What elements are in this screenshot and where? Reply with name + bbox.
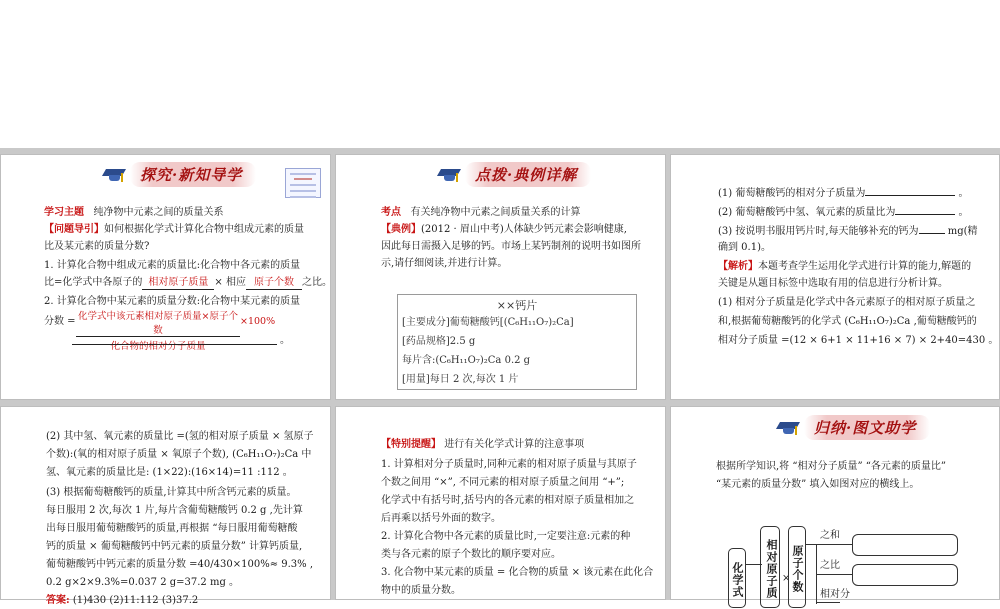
medicine-dosage: [用量]每日 2 次,每次 1 片 xyxy=(402,374,519,385)
solution-line-1: (2) 其中氢、氧元素的质量比 =(氢的相对原子质量 × 氢原子 xyxy=(46,431,314,442)
analysis-line-2: 关键是从题目标签中选取有用的信息进行分析计算。 xyxy=(718,278,948,289)
slide-panel-4[interactable] xyxy=(0,406,331,606)
graduation-cap-icon xyxy=(778,418,800,436)
answer-blank-1 xyxy=(865,184,955,196)
tip-line-8: 物中的质量分数。 xyxy=(381,585,461,596)
section-banner xyxy=(104,161,256,187)
topic-line xyxy=(44,204,224,221)
question-line-2: 比及某元素的质量分数? xyxy=(44,241,150,252)
tip-line-3: 化学式中有括号时,括号内的各元素的相对原子质量相加之 xyxy=(381,495,635,506)
analysis-text: 本题考查学生运用化学式进行计算的能力,解题的 xyxy=(758,261,972,272)
question-3-text: (3) 按说明书服用钙片时,每天能够补充的钙为 xyxy=(718,226,919,237)
answer-box-1[interactable] xyxy=(852,534,958,556)
medicine-label-box xyxy=(397,294,637,390)
tip-header xyxy=(381,436,584,453)
tip-line-5: 2. 计算化合物中各元素的质量比时,一定要注意:元素的种 xyxy=(381,531,631,542)
topic-label: 学习主题 xyxy=(44,207,84,218)
tip-line-4: 后再乘以括号外面的数字。 xyxy=(381,513,501,524)
formula-denominator: 化合物的相对分子质量 xyxy=(110,341,206,352)
answer-blank-2 xyxy=(895,203,955,215)
answer-box-2[interactable] xyxy=(852,564,958,586)
label-sum: 之和 xyxy=(820,530,840,541)
question-2-text: (2) 葡萄糖酸钙中氢、氧元素的质量比为 xyxy=(718,207,896,218)
analysis-line-4: 和,根据葡萄糖酸钙的化学式 (C₆H₁₁O₇)₂Ca ,葡萄糖酸钙的 xyxy=(718,316,977,327)
medicine-spec: [药品规格]2.5 g xyxy=(402,336,476,347)
solution-line-6: 出每日服用葡萄糖酸钙的质量,再根据 “每日服用葡萄糖酸 xyxy=(46,523,298,534)
box-relative-atomic-mass: 相对原子质 xyxy=(760,526,780,608)
example-line-3: 示,请仔细阅读,并进行计算。 xyxy=(381,258,508,269)
question-1-text: (1) 葡萄糖酸钙的相对分子质量为 xyxy=(718,188,866,199)
tip-line-7: 3. 化合物中某元素的质量 = 化合物的质量 × 该元素在此化合 xyxy=(381,567,654,578)
question-1 xyxy=(718,184,969,202)
analysis-line-1 xyxy=(718,258,971,275)
formula-numerator: 化学式中该元素相对原子质量×原子个数 xyxy=(76,308,240,337)
formula-tail: ×100% xyxy=(240,316,276,327)
solution-line-8: 葡萄糖酸钙中钙元素的质量分数 =40/430×100%≈ 9.3% , xyxy=(46,559,314,570)
slide-panel-1[interactable] xyxy=(0,154,331,400)
question-3-unit: mg(精 xyxy=(947,226,978,237)
question-1-end: 。 xyxy=(958,188,969,199)
mass-fraction-formula xyxy=(76,308,240,352)
analysis-line-5: 相对分子质量 =(12 × 6+1 × 11+16 × 7) × 2+40=430 。 xyxy=(718,335,999,346)
key-point-label: 考点 xyxy=(381,207,401,218)
answer-underline xyxy=(72,344,277,345)
item-1-line-a: 1. 计算化合物中组成元素的质量比:化合物中各元素的质量 xyxy=(44,260,301,271)
solution-line-7: 钙的质量 × 葡萄糖酸钙中钙元素的质量分数” 计算钙质量, xyxy=(46,541,303,552)
tip-title: 进行有关化学式计算的注意事项 xyxy=(444,439,585,450)
medicine-ingredient: [主要成分]葡萄糖酸钙[(C₆H₁₁O₇)₂Ca] xyxy=(402,317,574,328)
connector-line xyxy=(816,544,840,545)
slide-panel-3[interactable] xyxy=(670,154,1000,400)
answer-fill-atomic-mass: 相对原子质量 xyxy=(142,276,214,290)
question-line-1 xyxy=(44,221,304,238)
question-2-end: 。 xyxy=(958,207,969,218)
section-banner xyxy=(778,414,930,440)
slide-panel-2[interactable] xyxy=(335,154,666,400)
connector-line xyxy=(806,544,816,545)
note-thumbnail-icon xyxy=(285,168,321,198)
tip-line-1: 1. 计算相对分子质量时,同种元素的相对原子质量与其原子 xyxy=(381,459,637,470)
box-atom-count: 原子个数 xyxy=(788,526,806,608)
example-text: (2012 · 眉山中考)人体缺少钙元素会影响健康, xyxy=(421,224,627,235)
question-2 xyxy=(718,203,969,221)
question-text: 如何根据化学式计算化合物中组成元素的质量 xyxy=(104,224,304,235)
solution-line-4: (3) 根据葡萄糖酸钙的质量,计算其中所含钙元素的质量。 xyxy=(46,487,297,498)
answer-text: (1)430 (2)11:112 (3)37.2 xyxy=(72,595,199,606)
section-banner xyxy=(439,161,591,187)
end-mark: 。 xyxy=(280,335,290,346)
label-ratio: 之比 xyxy=(820,560,840,571)
example-line-2: 因此每日需摄入足够的钙。市场上某钙制剂的说明书如图所 xyxy=(381,241,641,252)
analysis-line-3: (1) 相对分子质量是化学式中各元素原子的相对原子质量之 xyxy=(718,297,976,308)
graduation-cap-icon xyxy=(104,165,126,183)
item-2-prefix: 分数 = xyxy=(44,316,76,327)
item-1-mid: × 相应 xyxy=(214,277,246,288)
item-1-prefix: 比=化学式中各原子的 xyxy=(44,277,143,288)
times-sign: × xyxy=(782,573,791,584)
banner-title: 点拨·典例详解 xyxy=(465,162,591,187)
tip-line-2: 个数之间用 “×”, 不同元素的相对原子质量之间用 “+”; xyxy=(381,477,625,488)
item-1-line-b xyxy=(44,274,332,291)
answer-blank-3 xyxy=(919,222,945,234)
question-label: 【问题导引】 xyxy=(44,224,104,235)
tip-line-6: 类与各元素的原子个数比的顺序要对应。 xyxy=(381,549,561,560)
banner-title: 归纳·图文助学 xyxy=(804,415,930,440)
concept-diagram xyxy=(724,524,994,604)
intro-line-1: 根据所学知识,将 “相对分子质量” “各元素的质量比” xyxy=(716,461,946,472)
solution-line-5: 每日服用 2 次,每次 1 片,每片含葡萄糖酸钙 0.2 g ,先计算 xyxy=(46,505,303,516)
banner-title: 探究·新知导学 xyxy=(130,162,256,187)
analysis-label: 【解析】 xyxy=(718,261,758,272)
solution-line-2: 个数):(氧的相对原子质量 × 氧原子个数), (C₆H₁₁O₇)₂Ca 中 xyxy=(46,449,312,460)
connector-line xyxy=(840,574,852,575)
solution-line-9: 0.2 g×2×9.3%=0.037 2 g=37.2 mg 。 xyxy=(46,577,240,588)
question-3-a xyxy=(718,222,978,240)
tip-label: 【特别提醒】 xyxy=(381,439,441,450)
topic-text: 纯净物中元素之间的质量关系 xyxy=(93,207,224,218)
medicine-title: ××钙片 xyxy=(496,299,538,312)
connector-line xyxy=(816,574,840,575)
box-chemical-formula: 化学式 xyxy=(728,548,746,608)
medicine-content: 每片含:(C₆H₁₁O₇)₂Ca 0.2 g xyxy=(402,355,531,366)
top-blank-area xyxy=(0,0,1000,148)
question-3-b: 确到 0.1)。 xyxy=(718,242,771,253)
graduation-cap-icon xyxy=(439,165,461,183)
solution-line-3: 氢、氧元素的质量比是: (1×22):(16×14)=11 :112 。 xyxy=(46,467,293,478)
key-point-text: 有关纯净物中元素之间质量关系的计算 xyxy=(410,207,581,218)
answer-label: 答案: xyxy=(46,595,70,606)
slide-panel-5[interactable] xyxy=(335,406,666,600)
item-1-suffix: 之比。 xyxy=(301,277,332,288)
answer-fill-atom-count: 原子个数 xyxy=(246,276,302,290)
example-line-1 xyxy=(381,221,627,238)
key-point-line xyxy=(381,204,581,221)
connector-line xyxy=(840,544,852,545)
intro-line-2: “某元素的质量分数” 填入如图对应的横线上。 xyxy=(716,479,920,490)
slide-panel-6[interactable] xyxy=(670,406,1000,600)
label-relative-molecular: 相对分 xyxy=(820,589,850,600)
answer-line xyxy=(46,592,198,609)
item-2-line-a: 2. 计算化合物中某元素的质量分数:化合物中某元素的质量 xyxy=(44,296,301,307)
example-label: 【典例】 xyxy=(381,224,421,235)
